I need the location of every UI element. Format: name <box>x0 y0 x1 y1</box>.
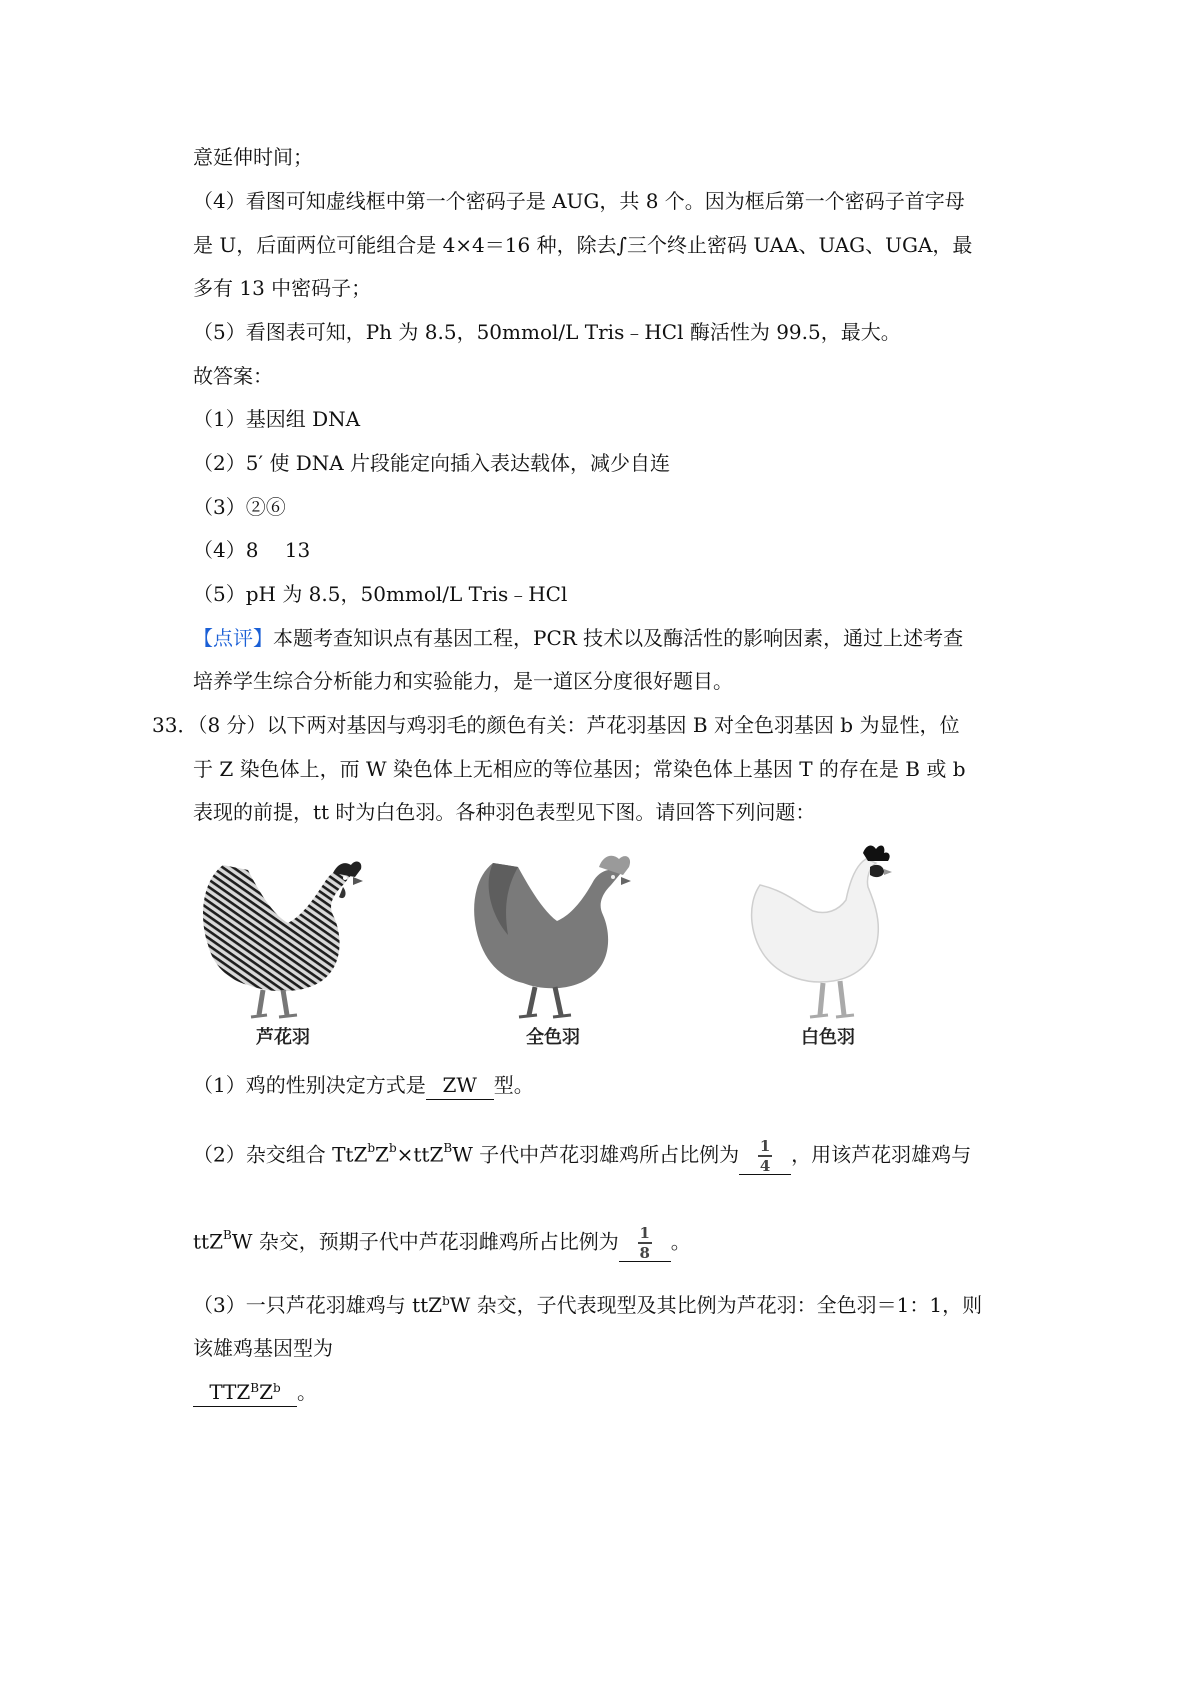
q2-sup: B <box>443 1141 453 1155</box>
figure-label: 白色羽 <box>801 1027 855 1048</box>
q3-sup: b <box>442 1294 450 1308</box>
q2-sup: b <box>367 1141 376 1155</box>
answer-line: （3）②⑥ <box>193 495 286 519</box>
comment-line: 培养学生综合分析能力和实验能力，是一道区分度很好题目。 <box>193 669 733 693</box>
q2-text: ttZ <box>193 1229 223 1254</box>
answer-blank-3 <box>193 1378 297 1407</box>
fraction-denominator: 4 <box>759 1157 771 1175</box>
answer-blank-2a <box>739 1138 791 1175</box>
barred-chicken-image <box>193 845 393 1050</box>
text-line: 故答案： <box>193 364 273 388</box>
answer-line: （4）8 13 <box>193 538 311 562</box>
sub-question-1-text: （1）鸡的性别决定方式是 <box>193 1073 426 1097</box>
q2-text: Z <box>375 1142 389 1167</box>
text-line: 意延伸时间； <box>193 145 313 169</box>
figure-label: 全色羽 <box>526 1027 580 1048</box>
sub-question-3-line-2: 该雄鸡基因型为 <box>193 1336 333 1360</box>
q2-sup: b <box>388 1141 397 1155</box>
fraction <box>758 1138 772 1174</box>
q2-text: （2）杂交组合 TtZ <box>193 1142 368 1167</box>
sub-question-2-line-1 <box>193 1138 971 1175</box>
fraction <box>638 1225 652 1261</box>
q2-text: W 子代中芦花羽雄鸡所占比例为 <box>452 1142 740 1167</box>
comment-tag: 【点评】 <box>193 626 273 650</box>
q2-sup: B <box>222 1228 232 1242</box>
q2-text: 。 <box>670 1229 691 1254</box>
answer-blank-2b <box>619 1225 671 1262</box>
answer-line: （1）基因组 DNA <box>193 407 361 431</box>
sub-question-1 <box>193 1071 534 1100</box>
chicken-figure <box>193 845 913 1050</box>
fraction-numerator: 1 <box>759 1137 771 1155</box>
genotype-sup: B <box>250 1381 260 1395</box>
q3-end: 。 <box>297 1380 317 1404</box>
comment-line <box>193 624 963 652</box>
text-line: 是 U，后面两位可能组合是 4×4＝16 种，除去∫三个终止密码 UAA、UAG、UGA，最 <box>193 233 973 257</box>
q2-text: W 杂交，预期子代中芦花羽雌鸡所占比例为 <box>231 1229 619 1254</box>
text-line: （5）看图表可知，Ph 为 8.5，50mmol/L Tris﹣HCl 酶活性为 99.5，最大。 <box>193 320 901 344</box>
text-line: （4）看图可知虚线框中第一个密码子是 AUG，共 8 个。因为框后第一个密码子首字母 <box>193 189 965 213</box>
answer-blank-1: ZW <box>426 1071 494 1100</box>
question-33-stem: 于 Z 染色体上，而 W 染色体上无相应的等位基因；常染色体上基因 T 的存在是 B 或 b <box>193 757 966 781</box>
fraction-numerator: 1 <box>639 1224 650 1242</box>
question-33-stem: 33．（8 分）以下两对基因与鸡羽毛的颜色有关：芦花羽基因 B 对全色羽基因 b 为显性，位 <box>152 713 960 737</box>
q2-text: ×ttZ <box>396 1142 444 1167</box>
answer-line: （5）pH 为 8.5，50mmol/L Tris﹣HCl <box>193 582 568 606</box>
text-line: 多有 13 中密码子； <box>193 276 372 300</box>
q2-text: ，用该芦花羽雄鸡与 <box>791 1142 972 1167</box>
comment-text: 本题考查知识点有基因工程，PCR 技术以及酶活性的影响因素，通过上述考查 <box>273 626 964 650</box>
figure-label: 芦花羽 <box>256 1027 310 1048</box>
genotype-text: Z <box>259 1380 273 1404</box>
question-33-stem: 表现的前提，tt 时为白色羽。各种羽色表型见下图。请回答下列问题： <box>193 800 816 824</box>
full-color-chicken-image <box>463 845 663 1050</box>
white-chicken-image <box>738 845 938 1050</box>
fraction-denominator: 8 <box>639 1244 650 1262</box>
sub-question-2-line-2 <box>193 1225 691 1262</box>
q3-text: W 杂交，子代表现型及其比例为芦花羽：全色羽＝1：1，则 <box>449 1293 983 1317</box>
sub-question-3-line-1 <box>193 1291 982 1319</box>
sub-question-3-answer <box>193 1378 317 1407</box>
genotype-text: TTZ <box>209 1380 251 1404</box>
sub-question-1-end: 型。 <box>493 1073 534 1097</box>
q3-text: （3）一只芦花羽雄鸡与 ttZ <box>193 1293 443 1317</box>
genotype-sup: b <box>273 1381 281 1395</box>
answer-line: （2）5′ 使 DNA 片段能定向插入表达载体，减少自连 <box>193 451 671 475</box>
